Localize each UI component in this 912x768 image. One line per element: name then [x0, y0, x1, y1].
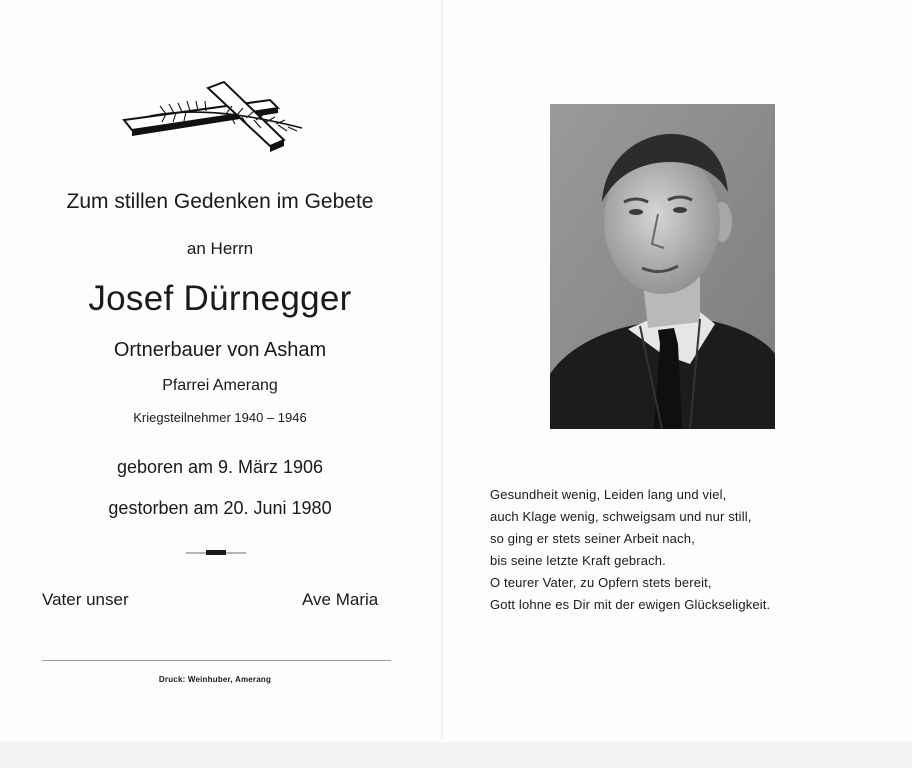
poem-line: Gesundheit wenig, Leiden lang und viel,	[490, 487, 727, 502]
poem-line: bis seine letzte Kraft gebrach.	[490, 553, 666, 568]
right-panel	[443, 0, 912, 740]
poem	[490, 484, 900, 616]
cross-with-palm-icon	[120, 78, 310, 154]
left-panel	[0, 0, 440, 740]
divider-mark	[206, 550, 226, 555]
footer-rule	[42, 660, 391, 661]
poem-line: so ging er stets seiner Arbeit nach,	[490, 531, 695, 546]
parish: Pfarrei Amerang	[162, 377, 278, 394]
poem-line: auch Klage wenig, schweigsam und nur still,	[490, 509, 752, 524]
prayer-vater-unser: Vater unser	[42, 590, 129, 609]
poem-line: Gott lohne es Dir mit der ewigen Glückseligkeit.	[490, 597, 771, 612]
war-service: Kriegsteilnehmer 1940 – 1946	[133, 410, 307, 425]
birth-date: geboren am 9. März 1906	[116, 457, 324, 477]
printer-credit: Druck: Weinhuber, Amerang	[158, 675, 272, 684]
salutation: an Herrn	[186, 239, 254, 258]
poem-line: O teurer Vater, zu Opfern stets bereit,	[490, 575, 712, 590]
intro-text: Zum stillen Gedenken im Gebete	[66, 190, 374, 213]
card-bottom-edge	[0, 742, 912, 768]
portrait-photo	[550, 104, 775, 429]
death-date: gestorben am 20. Juni 1980	[108, 498, 332, 518]
occupation: Ortnerbauer von Asham	[113, 339, 327, 361]
prayer-ave-maria: Ave Maria	[302, 590, 379, 609]
deceased-name: Josef Dürnegger	[88, 279, 352, 318]
